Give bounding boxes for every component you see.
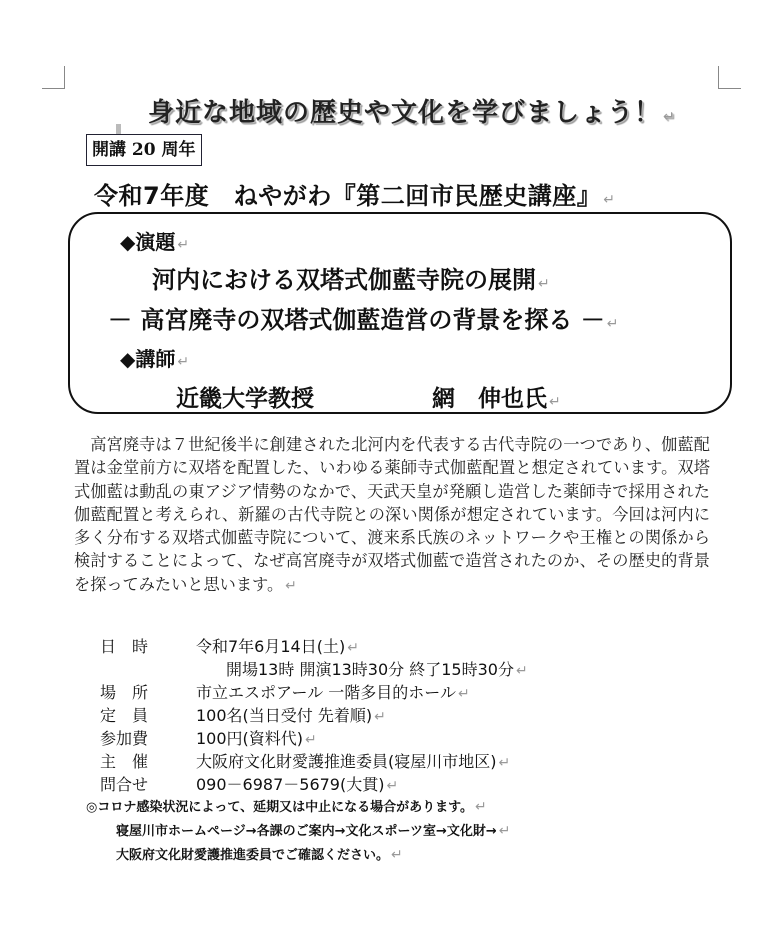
- slogan: 身近な地域の歴史や文化を学びましょう！ ↵: [148, 98, 676, 128]
- lecturer: 近畿大学教授 網 伸也氏 ↵: [176, 386, 561, 412]
- page-corner-mark-top-left: [42, 66, 65, 89]
- page-title: 令和7年度 ねやがわ『第二回市民歴史講座』 ↵: [94, 182, 616, 210]
- anniversary-badge: 開講 20 周年: [86, 134, 202, 166]
- lecture-title-line2: － 高宮廃寺の双塔式伽藍造営の背景を探る － ↵: [108, 306, 619, 334]
- theme-label: ◆演題 ↵: [120, 230, 190, 254]
- notice-line1: ◎コロナ感染状況によって、延期又は中止になる場合があります。 ↵: [86, 799, 487, 815]
- page-corner-mark-top-right: [718, 66, 741, 89]
- info-host: 主 催 大阪府文化財愛護推進委員(寝屋川市地区) ↵: [100, 752, 511, 771]
- lecturer-label: ◆講師 ↵: [120, 347, 190, 371]
- description-paragraph: 高宮廃寺は７世紀後半に創建された北河内を代表する古代寺院の一つであり、伽藍配置は金堂前方に双塔を配置した、いわゆる薬師寺式伽藍配置と想定されています。双塔式伽藍は動乱の東アジア情勢のなかで、天武天皇が発願し造営した薬師寺で採用された伽藍配置と考えられ、新羅の古代寺院との深い関係が想定されています。今回は河内に多く分布する双塔式伽藍寺院について、渡来系氏族のネットワークや王権との関係から検討することによって、なぜ高宮廃寺が双塔式伽藍で造営されたのか、その歴史的背景を探ってみたいと思います。 ↵: [74, 435, 710, 594]
- info-place: 場 所 市立エスポアール 一階多目的ホール ↵: [100, 683, 470, 702]
- info-contact: 問合せ 090－6987－5679(大貫) ↵: [100, 775, 399, 794]
- info-fee: 参加費 100円(資料代) ↵: [100, 729, 317, 748]
- info-date: 日 時 令和7年6月14日(土) ↵: [100, 637, 359, 656]
- cursor-mark: [116, 124, 121, 134]
- notice-line2: 寝屋川市ホームページ→各課のご案内→文化スポーツ室→文化財→ ↵: [116, 823, 511, 839]
- info-capacity: 定 員 100名(当日受付 先着順) ↵: [100, 706, 386, 725]
- notice-line3: 大阪府文化財愛護推進委員でご確認ください。 ↵: [116, 847, 403, 863]
- lecture-title-line1: 河内における双塔式伽藍寺院の展開 ↵: [152, 266, 550, 294]
- info-time: 開場13時 開演13時30分 終了15時30分 ↵: [226, 660, 528, 679]
